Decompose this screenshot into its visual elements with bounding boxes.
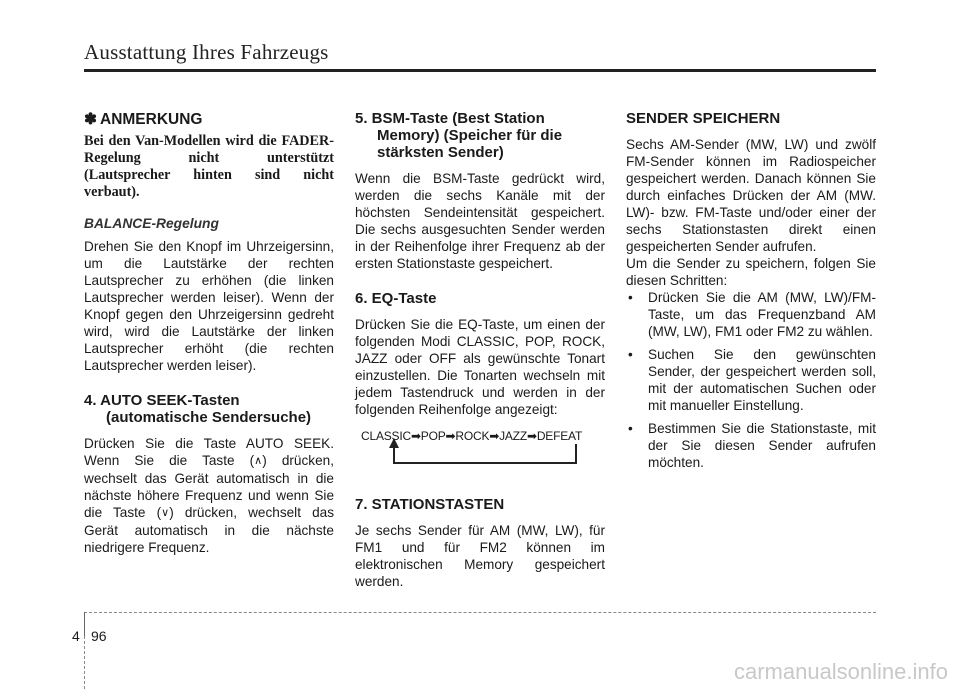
save-stations-heading: SENDER SPEICHERN	[626, 110, 781, 127]
bsm-title-line1: 5. BSM-Taste (Best Station	[355, 110, 545, 127]
list-item: • Suchen Sie den gewünschten Sender, der gespeichert werden soll, mit der automatischen Suchen oder mit manueller Einstellung.	[626, 346, 876, 414]
header-rule	[84, 69, 876, 72]
note-star-icon: ✽	[84, 111, 97, 128]
sequence-loop-line-bottom	[393, 462, 577, 464]
footer-vertical-line	[84, 612, 85, 636]
auto-seek-title-line1: 4. AUTO SEEK-Tasten	[84, 392, 240, 409]
watermark: carmanualsonline.info	[733, 659, 948, 684]
save-stations-text: Sechs AM-Sender (MW, LW) und zwölf FM-Sender können im Radiospeicher gespeichert werden. Danach können Sie durch einfaches Drücken der AM (MW. LW)- bzw. FM-Taste und/oder einer der sechs Stationstasten direkt einen gespeicherten Sender aufrufen.	[626, 137, 876, 254]
balance-text: Drehen Sie den Knopf im Uhrzeigersinn, um die Lautstärke der rechten Lautsprecher zu erhöhen (die linken Lautsprecher werden leiser). Wenn der Knopf gegen den Uhrzeigersinn gedreht wird, wird die Lautstärke der linken Lautsprecher erhöht (die rechten Lautsprecher werden leiser).	[84, 239, 334, 373]
balance-title: BALANCE-Regelung	[84, 216, 219, 231]
station-heading: 7. STATIONSTASTEN	[355, 496, 505, 513]
seek-down-icon: ∨	[161, 507, 170, 519]
footer-divider	[84, 612, 876, 614]
column-2	[355, 110, 605, 590]
seek-up-icon: ∧	[254, 455, 263, 467]
auto-seek-text-part2: ) drücken, wechselt das Gerät automatisch in die nächste höhere Frequenz und wenn Sie die Taste (	[84, 453, 334, 520]
section-number: 4	[72, 628, 80, 644]
bsm-text: Wenn die BSM-Taste gedrückt wird, werden die sechs Kanäle mit der höchsten Sendeintensität gespeichert. Die sechs ausgesuchten Sender werden in der Reihenfolge ihrer Frequenz ab der ersten Stationstaste gespeichert.	[355, 171, 605, 271]
station-text: Je sechs Sender für AM (MW, LW), für FM1 und für FM2 können im elektronischen Memory gespeichert werden.	[355, 523, 605, 589]
auto-seek-title-line2: (automatische Sendersuche)	[106, 409, 312, 426]
page-number: 96	[91, 628, 107, 644]
footer-vertical-dashed-line	[84, 636, 86, 689]
bsm-title-line3: stärksten Sender)	[377, 144, 504, 161]
save-stations-steps-intro: Um die Sender zu speichern, folgen Sie diesen Schritten:	[626, 256, 876, 288]
eq-sequence-label: CLASSIC➡POP➡ROCK➡JAZZ➡DEFEAT	[361, 429, 583, 443]
column-3	[626, 110, 876, 477]
bsm-title-line2: Memory) (Speicher für die	[377, 127, 563, 144]
eq-heading: 6. EQ-Taste	[355, 290, 437, 307]
eq-sequence-diagram	[355, 428, 605, 478]
eq-text: Drücken Sie die EQ-Taste, um einen der folgenden Modi CLASSIC, POP, ROCK, JAZZ oder OFF als gewünschte Tonart einzustellen. Die Tonarten wechseln mit jedem Tastendruck und werden in der folgenden Reihenfolge angezeigt:	[355, 317, 605, 417]
auto-seek-heading	[84, 392, 334, 426]
page-header-title: Ausstattung Ihres Fahrzeugs	[84, 40, 329, 64]
auto-seek-text	[84, 435, 334, 556]
auto-seek-text-part1: Drücken Sie die Taste AUTO SEEK. Wenn Sie die Taste (	[84, 436, 334, 468]
auto-seek-text-part3: ) drücken, wechselt das Gerät automatisch in die nächste niedrigere Frequenz.	[84, 505, 334, 555]
save-steps-list	[626, 289, 876, 471]
note-text: Bei den Van-Modellen wird die FADER-Regelung nicht unterstützt (Lautsprecher hinten sind nicht verbaut).	[84, 133, 334, 200]
bsm-heading	[355, 110, 605, 161]
list-item: • Bestimmen Sie die Stationstaste, mit der Sie diesen Sender aufrufen möchten.	[626, 420, 876, 471]
column-1	[84, 110, 334, 556]
note-title: ANMERKUNG	[100, 111, 203, 128]
note-heading	[84, 110, 334, 129]
sequence-loop-line-right	[575, 444, 577, 464]
list-item: • Drücken Sie die AM (MW, LW)/FM-Taste, um das Frequenzband AM (MW, LW), FM1 oder FM2 zu wählen.	[626, 289, 876, 340]
